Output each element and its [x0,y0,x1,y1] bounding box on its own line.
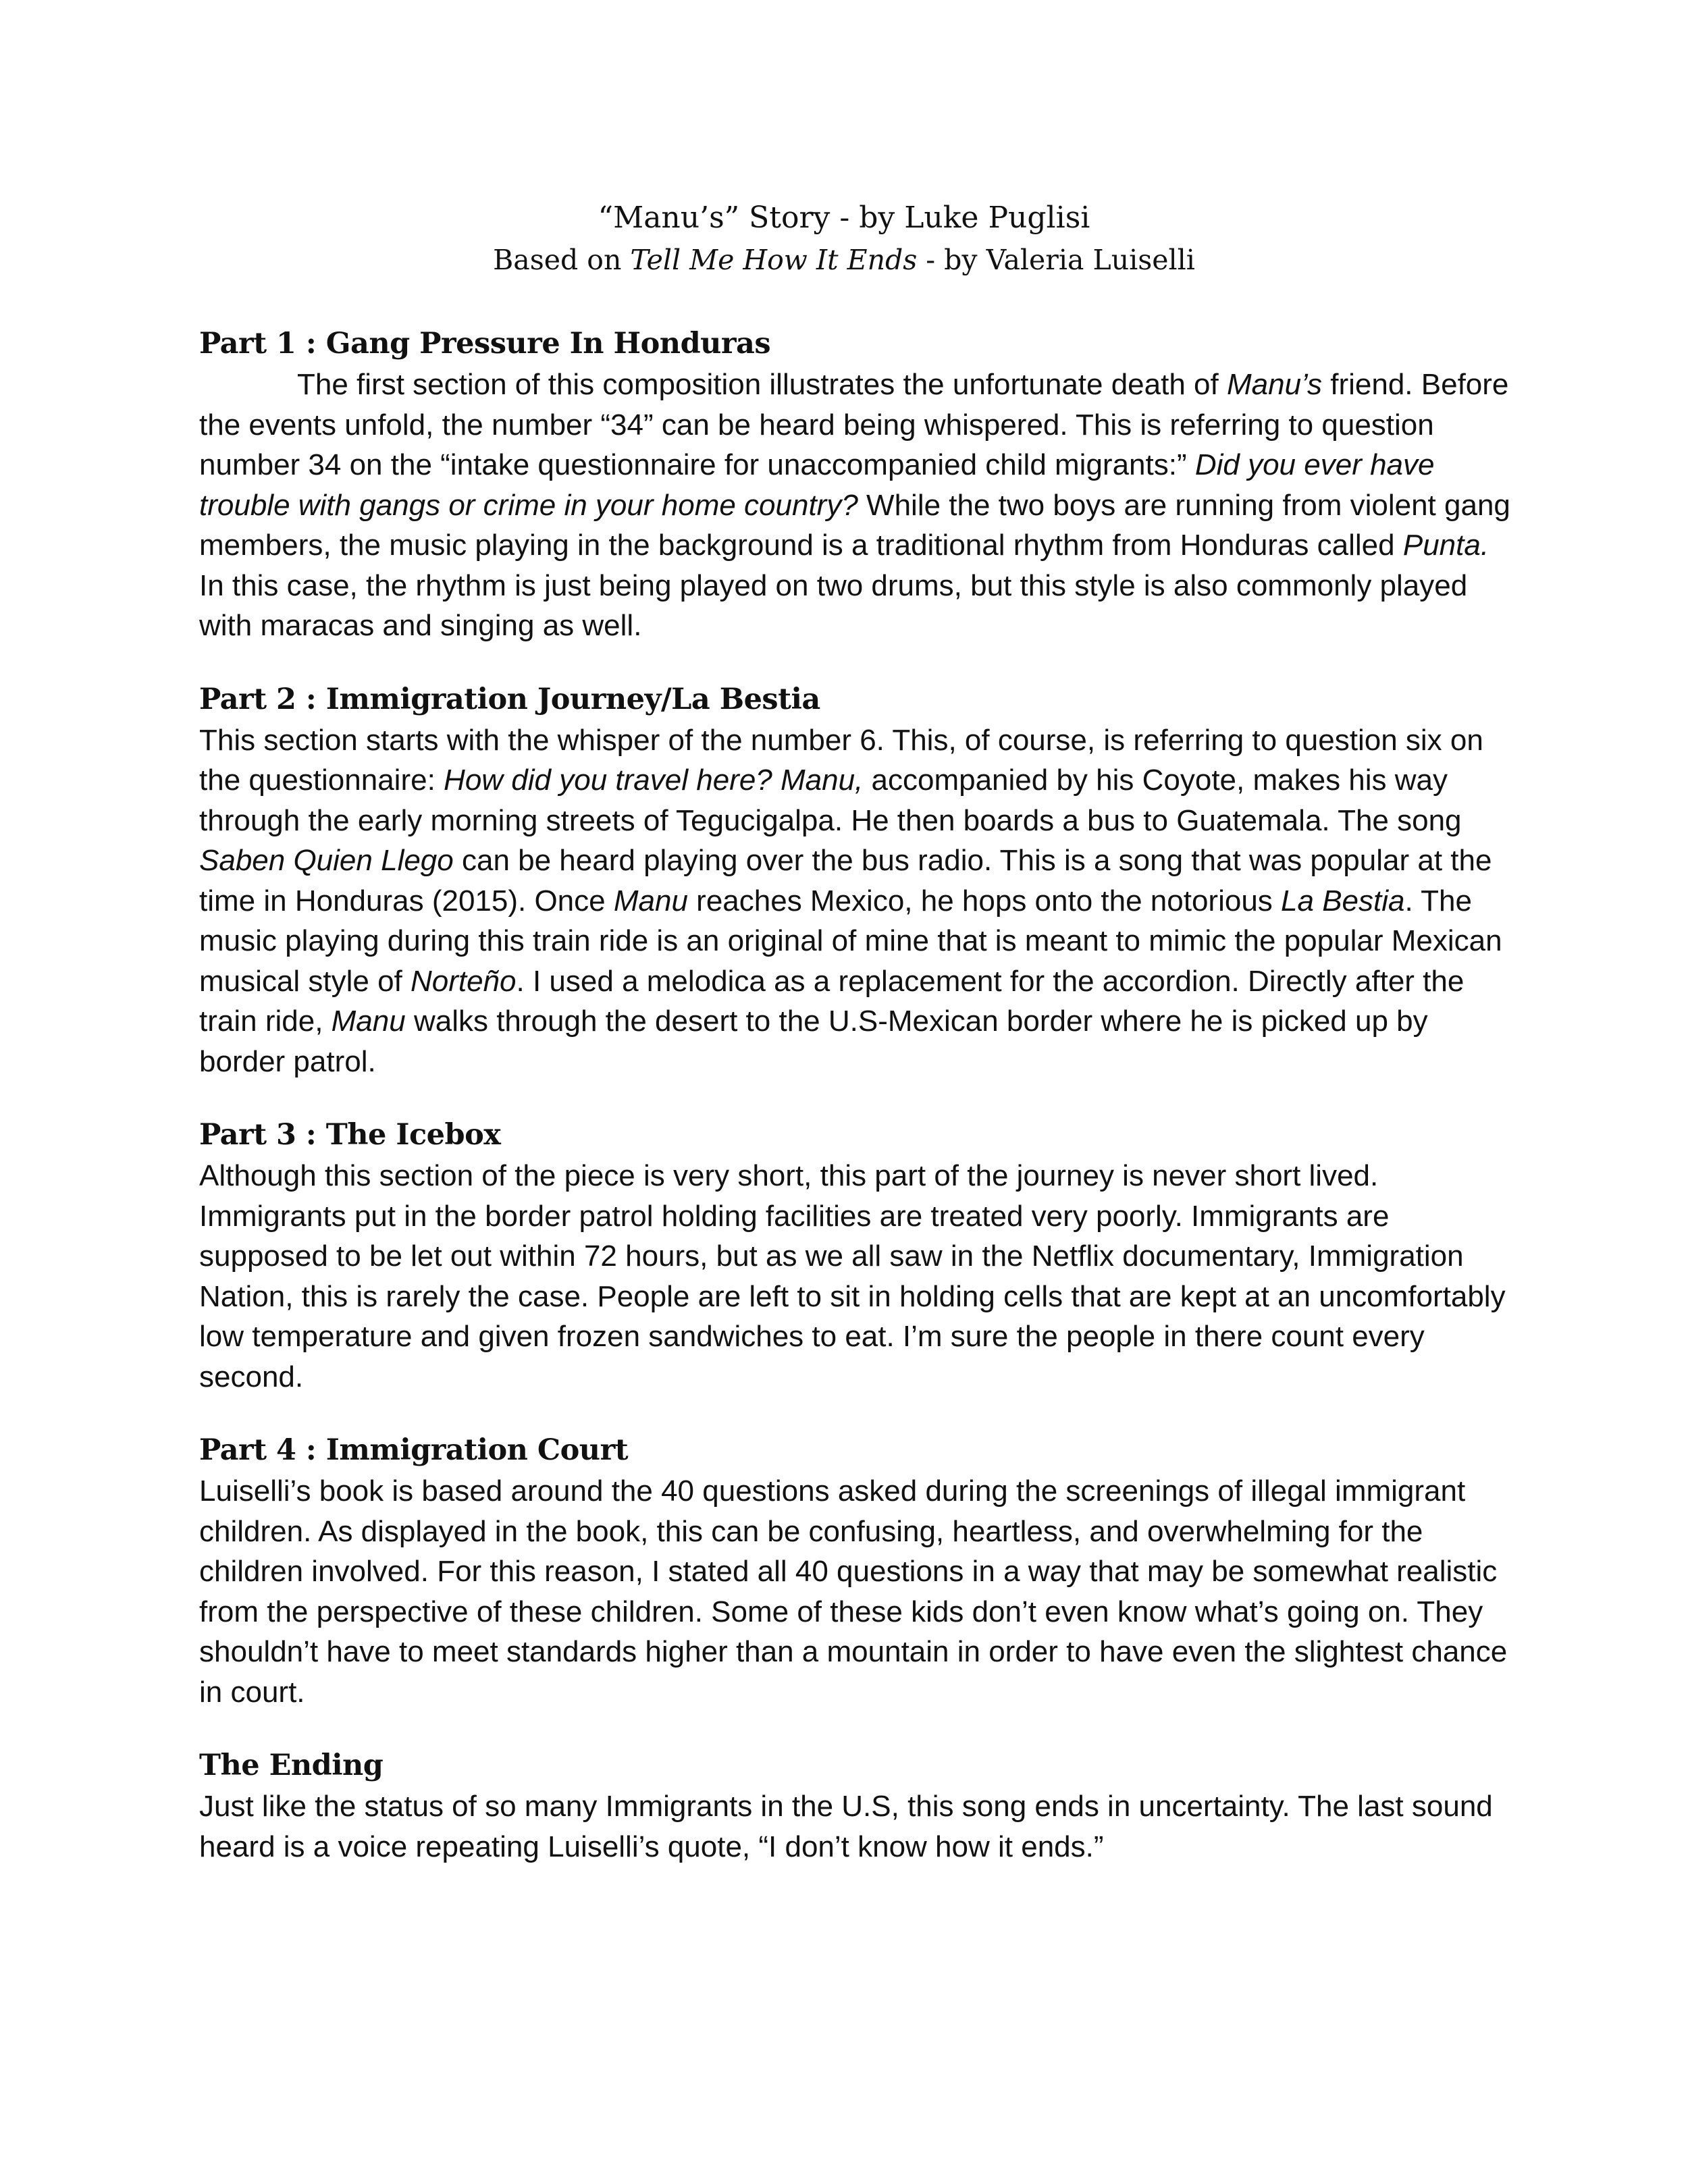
section-heading: Part 4 : Immigration Court [199,1433,629,1467]
document-subtitle [0,239,1688,281]
section-heading: The Ending [199,1749,384,1782]
section-paragraph: Just like the status of so many Immigrants in the U.S, this song ends in uncertainty. The last sound heard is a voice repeating Luiselli’s quote, “I don’t know how it ends.” [199,1790,1493,1863]
section-heading: Part 1 : Gang Pressure In Honduras [199,327,771,361]
subtitle-prefix: Based on [493,244,631,276]
section-heading: Part 2 : Immigration Journey/La Bestia [199,682,820,716]
section-paragraph: The first section of this composition illustrates the unfortunate death of Manu’s friend. Before the events unfold, the number “34” can be heard being whispered. This is referring to question number 34 on the “intake questionnaire for unaccompanied child migrants:” Did you ever have trouble with gangs or crime in your home country? While the two boys are running from violent gang members, the music playing in the background is a traditional rhythm from Honduras called Punta. In this case, the rhythm is just being played on two drums, but this style is also commonly played with maracas and singing as well. [199,368,1510,642]
section-paragraph: Although this section of the piece is very short, this part of the journey is never short lived. Immigrants put in the border patrol holding facilities are treated very poorly. Immigrants are supposed to be let out within 72 hours, but as we all saw in the Netflix documentary, Immigration Nation, this is rarely the case. People are left to sit in holding cells that are kept at an uncomfortably low temperature and given frozen sandwiches to eat. I’m sure the people in there count every second. [199,1159,1506,1393]
section-part-2 [199,678,1516,1082]
section-heading: Part 3 : The Icebox [199,1118,501,1152]
section-part-1 [199,323,1516,646]
book-title: Tell Me How It Ends [630,244,918,276]
document-title: “Manu’s” Story - by Luke Puglisi [598,201,1090,235]
section-paragraph: This section starts with the whisper of the number 6. This, of course, is referring to question six on the questionnaire: How did you travel here? Manu, accompanied by his Coyote, makes his way through the early morning streets of Tegucigalpa. He then boards a bus to Guatemala. The song Saben Quien Llego can be heard playing over the bus radio. This is a song that was popular at the time in Honduras (2015). Once Manu reaches Mexico, he hops onto the notorious La Bestia. The music playing during this train ride is an original of mine that is meant to mimic the popular Mexican musical style of Norteño. I used a melodica as a replacement for the accordion. Directly after the train ride, Manu walks through the desert to the U.S-Mexican border where he is picked up by border patrol. [199,723,1502,1078]
section-part-3 [199,1114,1516,1397]
subtitle-author: - by Valeria Luiselli [917,244,1195,276]
section-part-4 [199,1429,1516,1712]
section-paragraph: Luiselli’s book is based around the 40 questions asked during the screenings of illegal immigrant children. As displayed in the book, this can be confusing, heartless, and overwhelming for the children involved. For this reason, I stated all 40 questions in a way that may be somewhat realistic from the perspective of these children. Some of these kids don’t even know what’s going on. They shouldn’t have to meet standards higher than a mountain in order to have even the slightest chance in court. [199,1474,1508,1709]
section-ending [199,1744,1516,1867]
title-block [0,197,1688,281]
document-body [199,323,1516,1899]
